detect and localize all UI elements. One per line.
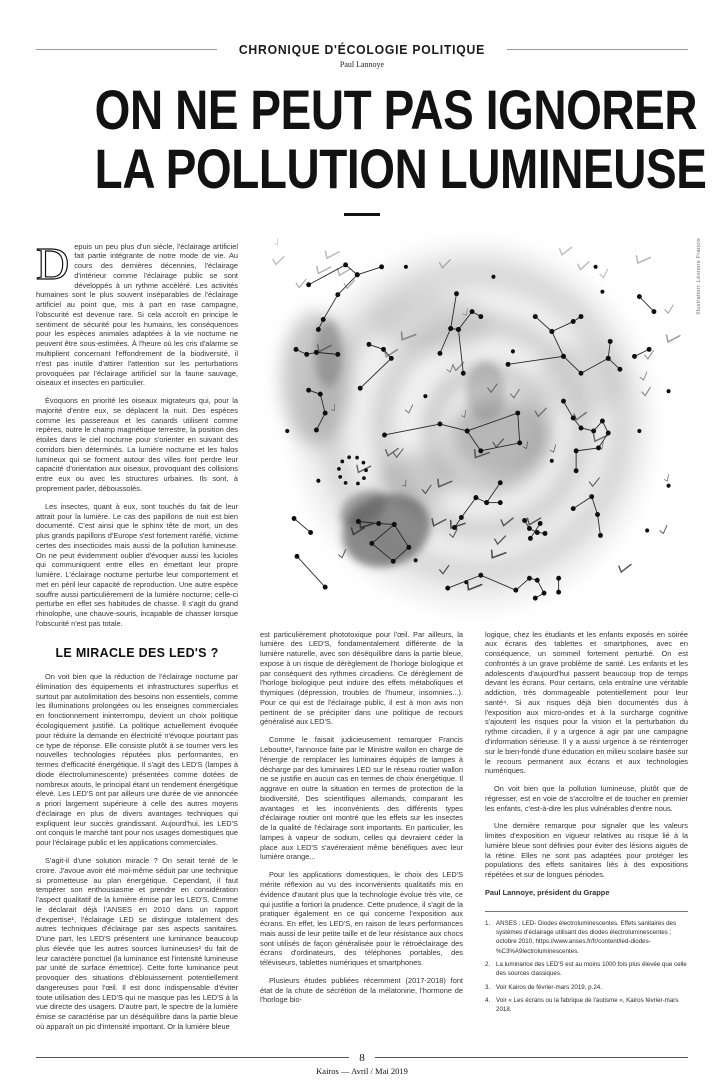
body-paragraph: S'agit-il d'une solution miracle ? On serait tenté de le croire. J'avoue avoir été moi-même séduit par une technique si prometteuse au plan énergétique. Cependant, il faut tempérer son enthousiasme et prendre en considération l'aspect qualitatif de la lumière émise par les LED'S. Comme le déclarait déjà l'ANSES en 2010 dans un rapport d'expertise¹, l'éclairage LED se distingue totalement des autres techniques d'éclairage par ses aspects sanitaires. D'une part, les LED'S présentent une luminance beaucoup plus élevée que les autres sources lumineuses² du fait de leur caractère ponctuel (la luminance est l'intensité lumineuse par unité de surface émettrice). Cette forte luminance peut provoquer des situations d'éblouissement potentiellement dangereuses pour l'œil. Il est donc indispensable d'éviter toute utilisation des LED'S qui ne masque pas les LED'S à la vue directe des usagers. D'autre part, le spectre de la lumière émise se caractérise par un déséquilibre dans la partie bleue où apparaît un pic d'intensité important. Or la lumière bleue	[36, 855, 238, 1031]
footnote-text: Voir « Les écrans ou la fabrique de l'autisme », Kairos février-mars 2018.	[496, 996, 679, 1014]
footnote-item	[485, 983, 688, 992]
section-heading: LE MIRACLE DES LED'S ?	[55, 645, 219, 660]
footnote-text: La luminance des LED'S est au moins 1000 fois plus élevée que celle des sources classiques.	[496, 960, 687, 978]
footnotes	[485, 911, 688, 1015]
header-rule-right	[507, 49, 688, 50]
column-1	[36, 237, 238, 1040]
illustration-credit: Illustration: Léonore Francis	[695, 237, 702, 315]
body-paragraph: On voit bien que la pollution lumineuse, plutôt que de régresser, est en voie de s'accroître et de toucher en premier les enfants, c'est-à-dire les plus vulnérables d'entre nous.	[485, 784, 688, 813]
body-paragraph: On voit bien que la réduction de l'éclairage nocturne par élimination des équipements et infrastructures superflus et surtout par autolimitation des besoins non essentiels, comme les illuminations prolongées ou les enseignes commerciales en fonctionnement ininterrompu, devient un choix politique écologiquement justifié. La politique actuellement évoquée pour réduire la demande en électricité n'évoque pourtant pas ce type de réponse. Elle consiste plutôt à se tourner vers les nouvelles technologies réputées plus performantes, en termes d'efficacité énergétique. Il s'agit des LED'S (lampes à diode électroluminescente) présentées comme dotées de nombreux atouts, le principal étant un rendement énergétique élevé. Les LED'S ont par ailleurs une durée de vie annoncée a priori largement supérieure à celle des autres moyens d'éclairage en plus de divers avantages techniques qui expliquent leur succès grandissant. Aujourd'hui, les LED'S ont conquis le marché tant pour nos usages domestiques que pour l'éclairage public et les applications commerciales.	[36, 672, 238, 848]
article-title	[36, 78, 707, 200]
right-columns	[260, 630, 688, 1019]
section-kicker: CHRONIQUE D'ÉCOLOGIE POLITIQUE	[238, 42, 486, 57]
right-area	[260, 237, 702, 1040]
footer-row	[36, 1052, 688, 1064]
issue-date: Kairos — Avril / Mai 2019	[316, 1065, 408, 1076]
body-paragraph: Une dernière remarque pour signaler que les valeurs limites d'exposition en vigueur relatives au risque lié à la lumière bleue sont définies pour éviter des lésions aiguës de la rétine. Elles ne sont pas adaptées pour protéger les populations des effets sanitaires liés à des expositions répétées et sur de longues périodes.	[485, 821, 688, 880]
body-paragraph: Plusieurs études publiées récemment (2017-2018) font état de la chute de sécrétion de la mélatonine, l'hormone de l'horloge bio-	[260, 975, 463, 1005]
body-paragraph: Comme le faisait judicieusement remarquer Francis Leboutte³, l'annonce faite par le Ministre wallon en charge de l'énergie de remplacer les luminaires équipés de lampes à décharge par des luminaires LED sur le réseau routier wallon ne se justifie en aucun cas en termes de choix énergétique. Il aggrave en outre la situation en termes de protection de la biodiversité. Des scientifiques allemands, comparant les avantages et les inconvénients des différents types d'éclairage routier ont montré que les effets sur les insectes de la qualité de l'éclairage sont importants. En particulier, les lampes à vapeur de sodium, celles qui devraient céder la place aux LED'S s'avéreraient même bénéfiques avec leur lumière orange...	[260, 735, 463, 862]
footer-rule-left	[36, 1057, 349, 1058]
constellation-svg	[260, 232, 688, 620]
footnote-text: Voir Kairos de février-mars 2019, p.24.	[496, 983, 602, 991]
column-3	[485, 630, 688, 1019]
page-footer	[36, 1040, 688, 1076]
footnote-text: ANSES : LED- Diodes électroluminescentes. Effets sanitaires des systèmes d'éclairage utilisant des diodes électroluminescentes ; octobre 2010, https://www.anses.fr/fr/content/led-diodes-%C3%A9lectroluminescentes.	[496, 919, 677, 955]
title-underline	[344, 213, 380, 216]
footnote-number: 2.	[485, 960, 491, 968]
footnote-item	[485, 996, 688, 1015]
constellation-illustration	[260, 232, 702, 620]
article-signature: Paul Lannoye, président du Grappe	[485, 887, 610, 897]
footnote-number: 1.	[485, 919, 491, 927]
body-paragraph: est particulièrement phototoxique pour l'œil. Par ailleurs, la lumière des LED'S, fondamentalement différente de la lumière naturelle, avec son déséquilibre dans la partie bleue, expose à un risque de dérèglement de l'horloge biologique et par conséquent des rythmes circadiens. Ce dérèglement de l'horloge biologique peut induire des effets métaboliques et thymiques (dépression, troubles de l'humeur, insomnies...). Pour ce qui est de l'éclairage public, il est à mon avis non pertinent de se précipiter dans une politique de recours généralisé aux LED'S.	[260, 629, 463, 727]
section-header	[36, 42, 688, 57]
footnote-item	[485, 919, 688, 956]
footer-rule-right	[375, 1057, 688, 1058]
footnote-number: 4.	[485, 996, 491, 1004]
body-paragraph: Depuis un peu plus d'un siècle, l'éclairage artificiel fait partie intégrante de notre mode de vie. Au cours des dernières décennies, l'éclairage d'intérieur comme l'éclairage public se sont développés à un rythme accéléré. Les activités humaines sont le plus souvent inséparables de l'éclairage artificiel au point que, mis à part en rase campagne, l'obscurité est devenue rare. Si cela accroît en principe le sentiment de sécurité pour les humains, les conséquences pour les espèces animales adaptées à la vie nocturne ne peuvent être sous-estimées. À l'heure où les cris d'alarme se multiplient concernant l'effondrement de la biodiversité, il n'est pas inutile d'attirer l'attention sur les perturbations provoquées par l'éclairage artificiel sur la faune sauvage, oiseaux et insectes en particulier.	[36, 237, 238, 388]
drop-cap: D	[36, 237, 70, 289]
body-paragraph: Pour les applications domestiques, le choix des LED'S mérite réflexion au vu des inconvénients qualitatifs mis en évidence d'autant plus que la technologie évolue très vite, ce qui justifie a fortiori la prudence. Cette prudence, il s'agit de la pratiquer également en ce qui concerne l'exposition aux écrans. En effet, les LED'S, en raison de leurs performances mais aussi de leur petite taille et de leur résistance aux chocs sont utilisés de façon généralisée pour le rétroéclairage des écrans d'ordinateurs, des téléphones portables, des téléviseurs, tablettes numériques et smartphones.	[260, 870, 463, 968]
footnote-item	[485, 960, 688, 979]
column-2	[260, 630, 463, 1019]
body-paragraph: Évoquons en priorité les oiseaux migrateurs qui, pour la majorité d'entre eux, se déplacent la nuit. Des espèces comme les passereaux et les canards utilisent comme repères, outre le champ magnétique terrestre, la position des étoiles dans le ciel nocturne pour s'orienter en suivant des corridors bien déterminés. La lumière nocturne et les halos lumineux qui se forment autour des villes font perdre leur capacité d'orientation aux oiseaux, provoquant des collisions entre eux ou avec les structures urbaines. Ils sont, à proprement parler, déboussolés.	[36, 396, 238, 493]
body-paragraph: logique, chez les étudiants et les enfants exposés en soirée aux écrans des tablettes et smartphones, avec en conséquence, un sommeil fortement perturbé. On est confrontés à un grave problème de santé. Les enfants et les adolescents d'aujourd'hui passent beaucoup trop de temps devant les écrans. Pour certains, cela entraîne une véritable addiction, très dommageable potentiellement pour leur santé⁴. Si aux risques déjà bien documentés dus à l'exposition aux micro-ondes et à la surcharge cognitive s'ajoutent les risques pour la vision et la perturbation du rythme circadien, il y a urgence à agir par une campagne d'information sérieuse. Il y a aussi urgence à se réinterroger sur le bien-fondé d'une éducation en milieu scolaire basée sur le recours permanent aux écrans et aux technologies numériques.	[485, 629, 688, 776]
title-line-1: ON NE PEUT PAS IGNORER	[94, 78, 698, 141]
author-byline: Paul Lannoye	[339, 60, 385, 69]
header-rule-left	[36, 49, 217, 50]
article-body	[36, 237, 702, 1040]
footnote-number: 3.	[485, 983, 491, 991]
body-paragraph: Les insectes, quant à eux, sont touchés du fait de leur attrait pour la lumière. Le cas des papillons de nuit est bien documenté. C'est ainsi que le sphinx tête de mort, un des plus grands papillons d'Europe s'est fortement raréfié, victime certes des insecticides mais aussi de la pollution lumineuse. On ne peut évidemment oublier d'évoquer aussi les lucioles qui communiquent entre elles en émettant leur propre lumière. L'éclairage nocturne perturbe leur comportement et met en péril leur capacité de reproduction. Une autre espèce souffre aussi particulièrement de la lumière nocturne; celle-ci perturbe en effet ses habitudes de chasse. Il s'agit du grand rhinolophe, une chauve-souris, incapable de chasser lorsque l'obscurité n'est pas totale.	[36, 501, 238, 628]
page-number: 8	[359, 1051, 365, 1064]
title-line-2: LA POLLUTION LUMINEUSE	[94, 136, 707, 200]
